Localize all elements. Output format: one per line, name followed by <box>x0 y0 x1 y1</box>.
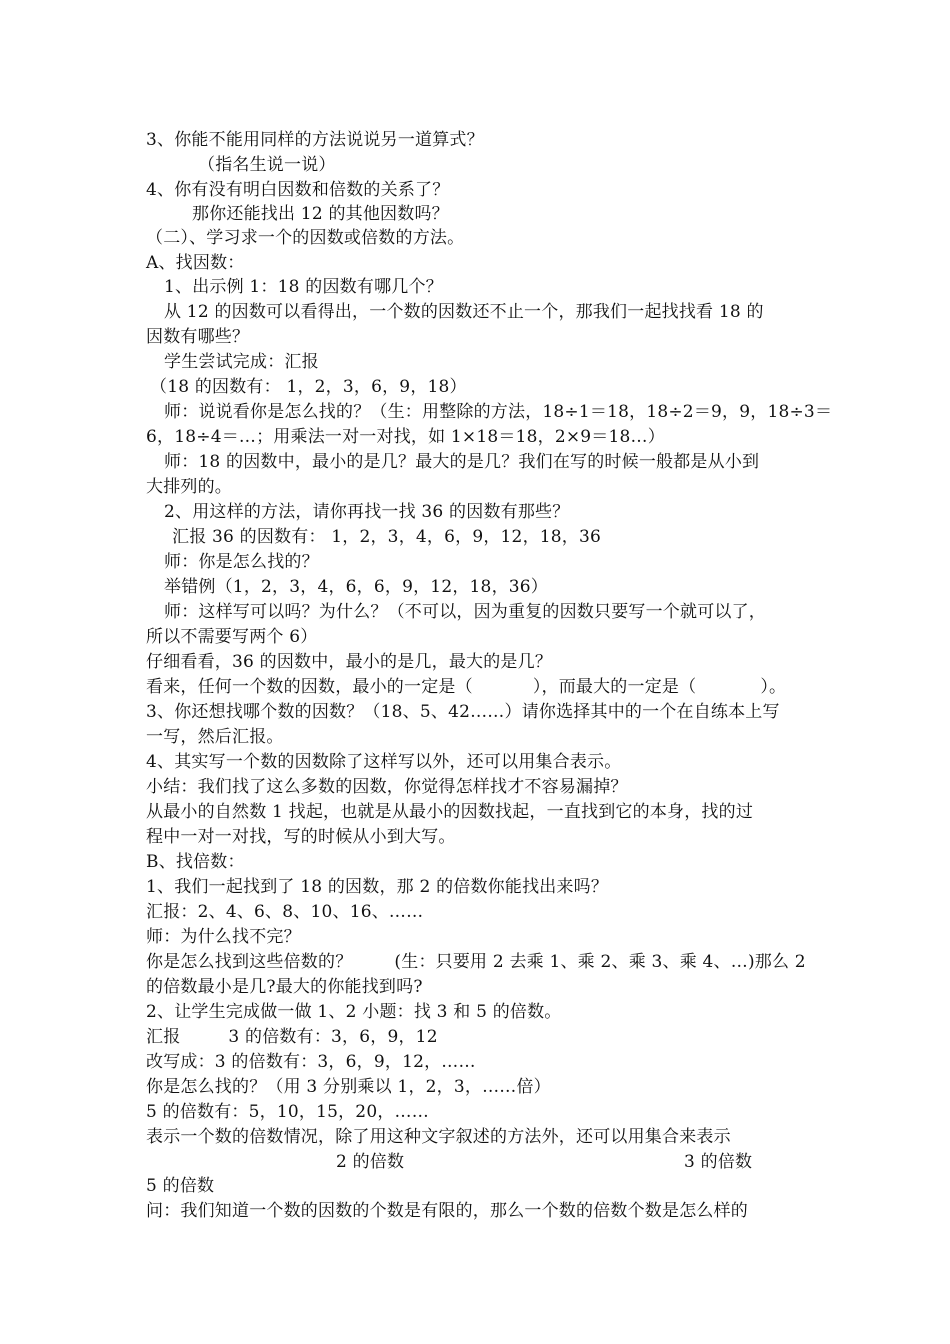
text-line: 2、用这样的方法，请你再找一找 36 的因数有那些？ <box>164 502 570 522</box>
text-line: 汇报：2、4、6、8、10、16、…… <box>146 902 424 922</box>
text-line: 师：你是怎么找的？ <box>164 552 319 572</box>
set-label-2: 2 的倍数 <box>336 1152 405 1172</box>
sentence-part: ）。 <box>760 677 787 697</box>
text-line <box>146 1025 438 1049</box>
text-line: （18 的因数有： 1，2，3，6，9，18） <box>150 377 467 397</box>
sentence-part: 3 的倍数有：3，6，9，12 <box>228 1027 438 1047</box>
text-line: 你是怎么找的？（用 3 分别乘以 1，2，3，……倍） <box>146 1077 551 1097</box>
text-line: 因数有哪些？ <box>146 327 250 347</box>
text-line: 师：为什么找不完？ <box>146 927 301 947</box>
sentence-part: ），而最大的一定是（ <box>532 677 697 697</box>
text-line: 学生尝试完成：汇报 <box>164 352 319 372</box>
text-line: 一写，然后汇报。 <box>146 727 284 747</box>
text-line: 从 12 的因数可以看得出，一个数的因数还不止一个，那我们一起找找看 18 的 <box>164 302 764 322</box>
fill-blank-sentence <box>146 675 786 699</box>
section-heading: （二）、学习求一个的因数或倍数的方法。 <box>146 228 465 248</box>
text-line: 大排列的。 <box>146 477 232 497</box>
subsection-heading: B、找倍数： <box>146 852 245 872</box>
set-label-3: 3 的倍数 <box>684 1152 753 1172</box>
text-line: 3、你还想找哪个数的因数？（18、5、42……）请你选择其中的一个在自练本上写 <box>146 702 780 722</box>
text-line: 问：我们知道一个数的因数的个数是有限的，那么一个数的倍数个数是怎么样的 <box>146 1201 748 1221</box>
sentence-part: 看来，任何一个数的因数，最小的一定是（ <box>146 677 473 697</box>
text-line: 程中一对一对找，写的时候从小到大写。 <box>146 827 456 847</box>
text-line: 的倍数最小是几?最大的你能找到吗? <box>146 977 423 997</box>
text-line: 5 的倍数有：5，10，15，20，…… <box>146 1102 429 1122</box>
text-line: 师：18 的因数中，最小的是几？最大的是几？我们在写的时候一般都是从小到 <box>164 452 760 472</box>
text-line: 4、你有没有明白因数和倍数的关系了？ <box>146 180 450 200</box>
sentence-part: 你是怎么找到这些倍数的？ <box>146 952 353 972</box>
text-line: 1、我们一起找到了 18 的因数，那 2 的倍数你能找出来吗？ <box>146 877 609 897</box>
text-line <box>146 950 806 974</box>
text-line: 小结：我们找了这么多数的因数，你觉得怎样找才不容易漏掉？ <box>146 777 628 797</box>
text-line: 表示一个数的倍数情况，除了用这种文字叙述的方法外，还可以用集合来表示 <box>146 1127 731 1147</box>
text-line: （指名生说一说） <box>198 155 336 175</box>
text-line: 所以不需要写两个 6） <box>146 627 318 647</box>
text-line: 那你还能找出 12 的其他因数吗？ <box>192 204 449 224</box>
text-line: 师：这样写可以吗？为什么？（不可以，因为重复的因数只要写一个就可以了， <box>164 602 766 622</box>
text-line: 3、你能不能用同样的方法说说另一道算式？ <box>146 130 484 150</box>
text-line: 2、让学生完成做一做 1、2 小题：找 3 和 5 的倍数。 <box>146 1002 562 1022</box>
text-line: 仔细看看，36 的因数中，最小的是几，最大的是几？ <box>146 652 553 672</box>
text-line: 4、其实写一个数的因数除了这样写以外，还可以用集合表示。 <box>146 752 622 772</box>
sentence-part: (生：只要用 2 去乘 1、乘 2、乘 3、乘 4、…)那么 2 <box>394 952 806 972</box>
text-line: 汇报 36 的因数有： 1，2，3，4，6，9，12，18，36 <box>172 527 602 547</box>
subsection-heading: A、找因数： <box>146 253 245 273</box>
set-label-5: 5 的倍数 <box>146 1176 215 1196</box>
text-line: 改写成：3 的倍数有：3，6，9，12，…… <box>146 1052 476 1072</box>
text-line: 6，18÷4＝…；用乘法一对一对找，如 1×18＝18，2×9＝18…） <box>146 427 665 447</box>
text-line: 举错例（1，2，3，4，6，6，9，12，18，36） <box>164 577 549 597</box>
text-line: 1、出示例 1：18 的因数有哪几个？ <box>164 277 443 297</box>
sentence-part: 汇报 <box>146 1027 181 1047</box>
text-line: 从最小的自然数 1 找起，也就是从最小的因数找起，一直找到它的本身，找的过 <box>146 802 754 822</box>
text-line: 师：说说看你是怎么找的？（生：用整除的方法，18÷1＝18，18÷2＝9，9，18÷3＝ <box>164 402 833 422</box>
